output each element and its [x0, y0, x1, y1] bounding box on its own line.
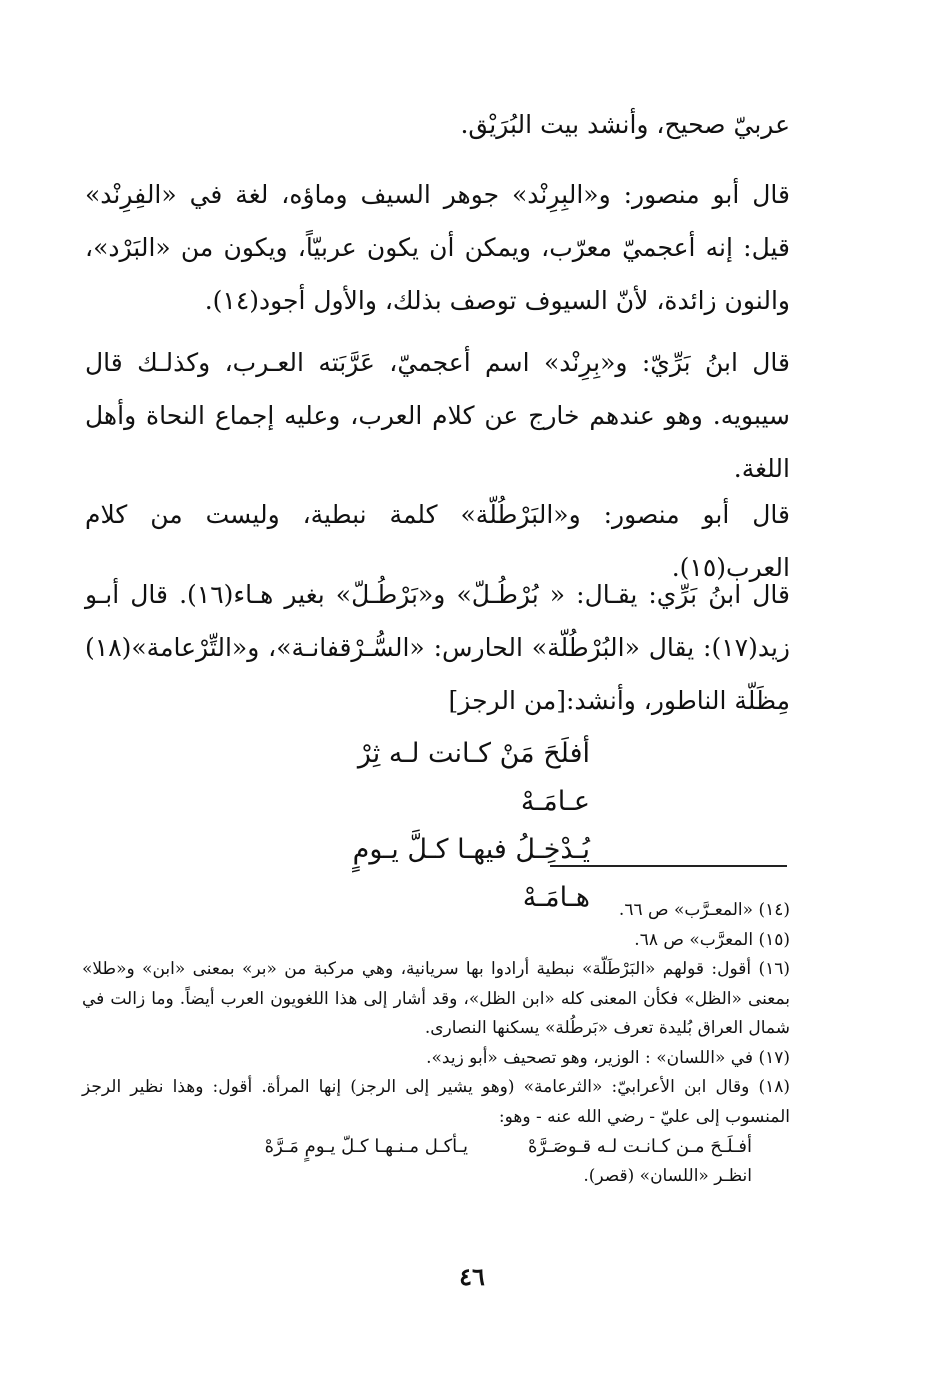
page-number: ٤٦ [459, 1262, 485, 1291]
poem-block [300, 730, 790, 922]
footnote-18-verse [82, 1132, 790, 1162]
paragraph-1 [85, 98, 790, 151]
paragraph-text: عربيّ صحيح، وأنشد بيت البُرَيْق. [460, 110, 790, 139]
footnote-14: (١٤) «المعـرَّب» ص ٦٦. [618, 900, 790, 920]
poem-line-1: أفلَحَ مَنْ كـانت لـه ثِرْ عـامَـهْ [357, 738, 590, 817]
footnotes [82, 896, 790, 1191]
paragraph-3 [85, 336, 790, 495]
paragraph-5 [85, 568, 790, 727]
poem-line-2: يُـدْخِـلُ فيهـا كـلَّ يـومٍ هـامَـهْ [352, 834, 590, 913]
paragraph-text: قال ابنُ بَرِّي: يقـال: « بُرْطُـلّ» و«بَرْطُـلّ» بغير هـاء(١٦). قال أبـو زيد(١٧): يقال «البُرْطُلّة» الحارس: «السُّـرْقفانـة»، و«التِّرْعامة»(١٨) مِظَلّة الناطور، وأنشد:[من الرجز] [85, 580, 790, 715]
footnote-17: (١٧) في «اللسان» : الوزير، وهو تصحيف «أبو زيد». [426, 1047, 790, 1068]
footnote-divider [550, 865, 787, 867]
footnote-16: (١٦) أقول: قولهم «البَرْطَلّة» نبطية أرادوا بها سريانية، وهي مركبة من «بر» بمعنى «ابن» و«طلا» بمعنى «الظل» فكأن المعنى كله «ابن الظل»، وقد أشار إلى هذا اللغويون العرب أيضاً. وما زالت في شمال العراق بُليدة تعرف «بَرطُلة» يسكنها النصارى. [82, 959, 790, 1038]
footnote-verse-hemistich-2: يـأكـل مـنـهـا كـلّ يـومٍ مَـرَّهْ [264, 1136, 468, 1157]
footnote-18-tail: انظـر «اللسان» (قصر). [583, 1165, 752, 1186]
paragraph-2 [85, 168, 790, 327]
footnote-18: (١٨) وقال ابن الأعرابيّ: «الثرعامة» (وهو يشير إلى الرجز) إنها المرأة. أقول: وهذا نظير الرجز المنسوب إلى عليّ - رضي الله عنه - وهو: [82, 1077, 790, 1127]
paragraph-text: قال أبو منصور: و«البِرِنْد» جوهر السيف وماؤه، لغة في «الفِرِنْد» قيل: إنه أعجميّ معرّب، ويمكن أن يكون عربيّاً، ويكون من «البَرْد»، والنون زائدة، لأنّ السيوف توصف بذلك، والأول أجود(١٤). [85, 180, 790, 315]
footnote-verse-hemistich-1: أفـلَـحَ مـن كـانـت لـه قـوصَـرَّهْ [527, 1136, 752, 1157]
paragraph-text: قال أبو منصور: و«البَرْطُلّة» كلمة نبطية، وليست من كلام العرب(١٥). [85, 500, 790, 582]
footnote-15: (١٥) المعرَّب» ص ٦٨. [634, 929, 790, 950]
paragraph-text: قال ابنُ بَرِّيّ: و«بِرِنْد» اسم أعجميّ، عَرَّبَته العـرب، وكذلـك قال سيبويه. وهو عندهم خارج عن كلام العرب، وعليه إجماع النحاة وأهل اللغة. [85, 348, 790, 483]
